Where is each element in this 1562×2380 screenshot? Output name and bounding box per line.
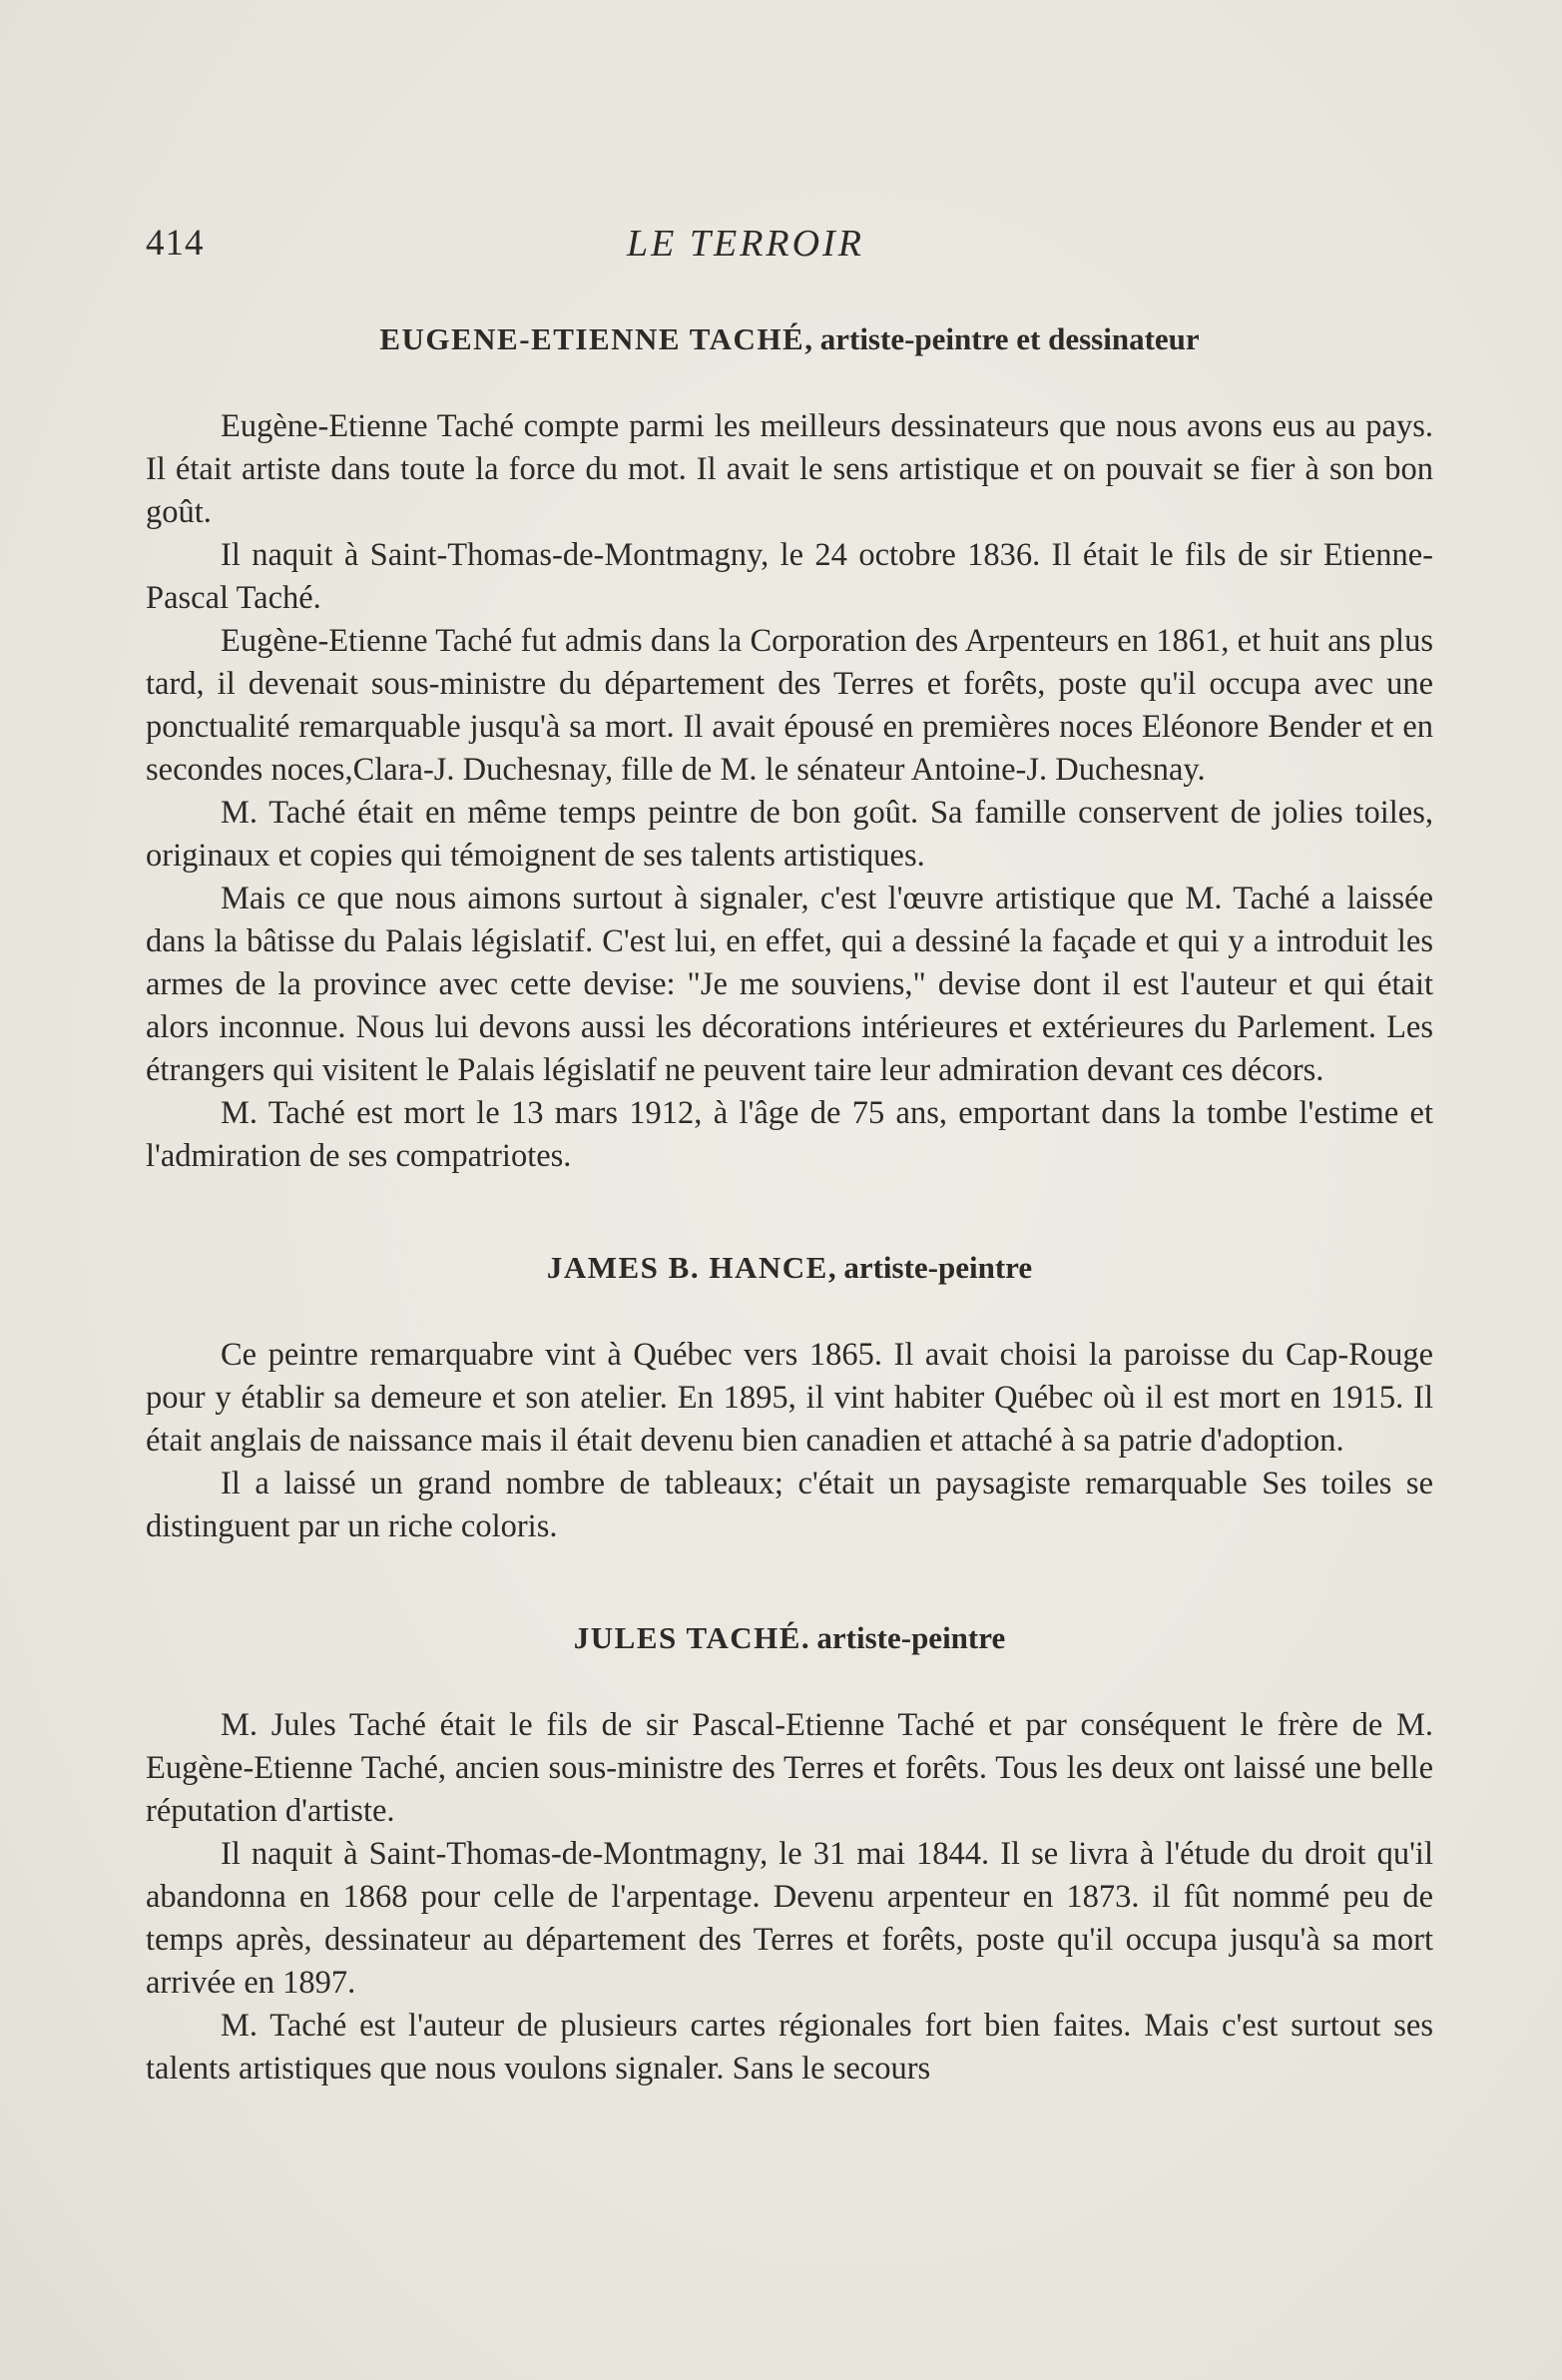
section-heading-name: JULES TACHÉ: [573, 1620, 801, 1655]
section-heading-role: , artiste-peintre et dessinateur: [804, 321, 1200, 356]
section-heading-eugene-etienne-tache: [146, 319, 1433, 359]
paragraph: M. Taché était en même temps peintre de bon goût. Sa famille conservent de jolies toiles, originaux et copies qui témoignent de ses talents artistiques.: [146, 795, 1433, 874]
paragraph: Il naquit à Saint-Thomas-de-Montmagny, le 24 octobre 1836. Il était le fils de sir Etienne-Pascal Taché.: [146, 537, 1433, 616]
section-heading-name: EUGENE-ETIENNE TACHÉ: [379, 321, 805, 356]
page-number: 414: [146, 223, 205, 264]
paragraph: Eugène-Etienne Taché fut admis dans la Corporation des Arpenteurs en 1861, et huit ans plus tard, il devenait sous-ministre du département des Terres et forêts, poste qu'il occupa avec une ponctualité remarquable jusqu'à sa mort. Il avait épousé en premières noces Eléonore Bender et en secondes noces,Clara-J. Duchesnay, fille de M. le sénateur Antoine-J. Duchesnay.: [146, 623, 1433, 788]
section-heading-name: JAMES B. HANCE: [546, 1250, 828, 1285]
paragraph: Il a laissé un grand nombre de tableaux; c'était un paysagiste remarquable Ses toiles se distinguent par un riche coloris.: [146, 1466, 1433, 1544]
section-heading-jules-tache: [146, 1618, 1433, 1658]
body-text: [146, 319, 1433, 2090]
paragraph: Ce peintre remarquabre vint à Québec vers 1865. Il avait choisi la paroisse du Cap-Rouge pour y établir sa demeure et son atelier. En 1895, il vint habiter Québec où il est mort en 1915. Il était anglais de naissance mais il était devenu bien canadien et attaché à sa patrie d'adoption.: [146, 1337, 1433, 1459]
section-heading-james-b-hance: [146, 1248, 1433, 1288]
paragraph: M. Jules Taché était le fils de sir Pascal-Etienne Taché et par conséquent le frère de M. Eugène-Etienne Taché, ancien sous-ministre des Terres et forêts. Tous les deux ont laissé une belle réputation d'artiste.: [146, 1707, 1433, 1829]
paragraph: Mais ce que nous aimons surtout à signaler, c'est l'œuvre artistique que M. Taché a laissée dans la bâtisse du Palais législatif. C'est lui, en effet, qui a dessiné la façade et qui y a introduit les armes de la province avec cette devise: "Je me souviens," devise dont il est l'auteur et qui était alors inconnue. Nous lui devons aussi les décorations intérieures et extérieures du Parlement. Les étrangers qui visitent le Palais législatif ne peuvent taire leur admiration devant ces décors.: [146, 881, 1433, 1088]
paragraph: M. Taché est l'auteur de plusieurs cartes régionales fort bien faites. Mais c'est surtout ses talents artistiques que nous voulons signaler. Sans le secours: [146, 2008, 1433, 2086]
paragraph: Il naquit à Saint-Thomas-de-Montmagny, le 31 mai 1844. Il se livra à l'étude du droit qu'il abandonna en 1868 pour celle de l'arpentage. Devenu arpenteur en 1873. il fût nommé peu de temps après, dessinateur au département des Terres et forêts, poste qu'il occupa jusqu'à sa mort arrivée en 1897.: [146, 1836, 1433, 2001]
section-heading-role: . artiste-peintre: [800, 1620, 1006, 1655]
paragraph: M. Taché est mort le 13 mars 1912, à l'âge de 75 ans, emportant dans la tombe l'estime et l'admiration de ses compatriotes.: [146, 1095, 1433, 1174]
journal-title: LE TERROIR: [627, 223, 864, 265]
section-heading-role: , artiste-peintre: [827, 1250, 1033, 1285]
running-head: [146, 222, 1433, 272]
paragraph: Eugène-Etienne Taché compte parmi les meilleurs dessinateurs que nous avons eus au pays. Il était artiste dans toute la force du mot. Il avait le sens artistique et on pouvait se fier à son bon goût.: [146, 408, 1433, 530]
